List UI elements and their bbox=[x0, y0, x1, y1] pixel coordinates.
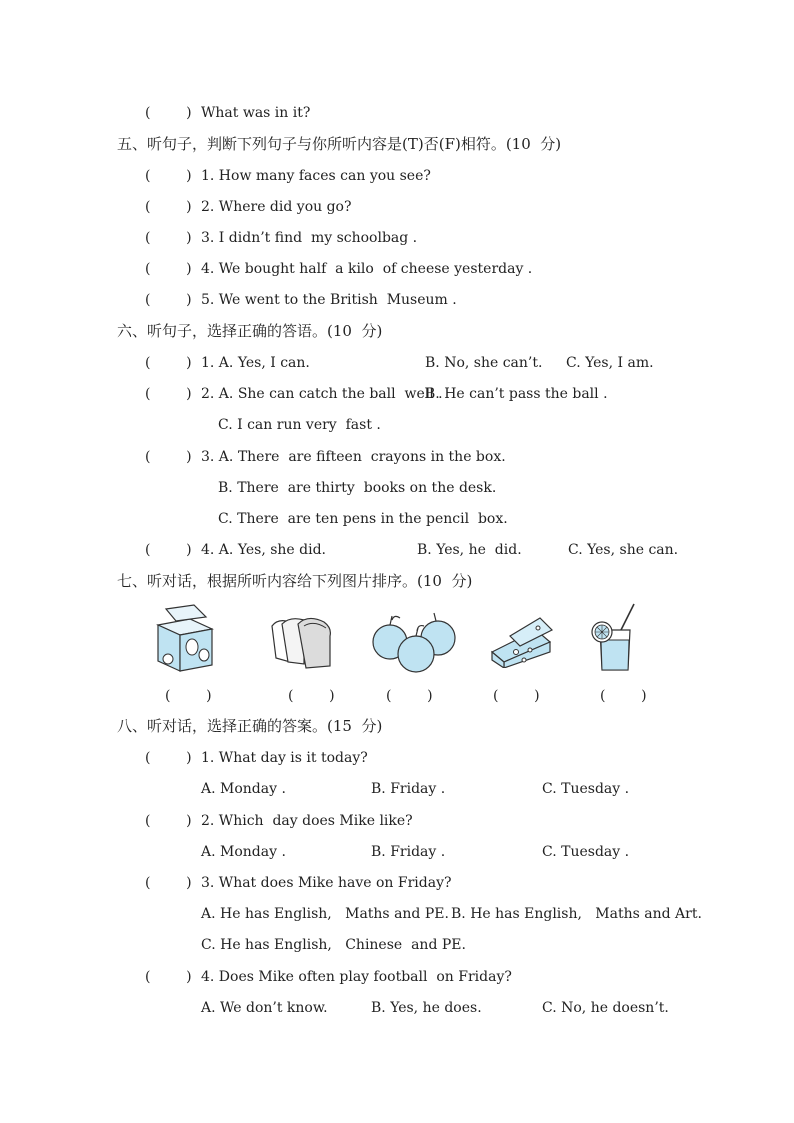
question-text: 1. What day is it today? bbox=[201, 750, 368, 766]
answer-blank[interactable]: ( ) bbox=[145, 261, 192, 277]
milk-carton-icon bbox=[150, 603, 220, 675]
answer-blank[interactable]: ( ) bbox=[145, 199, 192, 215]
answer-blank[interactable]: ( ) bbox=[145, 969, 192, 985]
option-b: B. Friday . bbox=[371, 844, 446, 860]
option-c: C. Tuesday . bbox=[542, 844, 630, 860]
answer-blank[interactable]: ( ) bbox=[145, 750, 192, 766]
option-b: B. He can’t pass the ball . bbox=[425, 386, 608, 402]
option-c: C. No, he doesn’t. bbox=[542, 1000, 669, 1016]
option-c: C. He has English, Chinese and PE. bbox=[201, 937, 466, 953]
question-text: 1. How many faces can you see? bbox=[201, 168, 431, 184]
answer-blank[interactable]: ( ) bbox=[145, 386, 192, 402]
option-b: B. Yes, he did. bbox=[417, 542, 522, 558]
cheese-icon bbox=[490, 612, 554, 668]
answer-blank[interactable]: ( ) bbox=[145, 813, 192, 829]
question-text: 3. What does Mike have on Friday? bbox=[201, 875, 452, 891]
option-b: B. No, she can’t. bbox=[425, 355, 543, 371]
option-b: B. There are thirty books on the desk. bbox=[218, 480, 497, 496]
answer-blank[interactable]: ( ) bbox=[145, 449, 192, 465]
answer-blank[interactable]: ( ) bbox=[165, 688, 212, 704]
apples-icon bbox=[370, 612, 460, 674]
answer-blank[interactable]: ( ) bbox=[145, 292, 192, 308]
answer-blank[interactable]: ( ) bbox=[145, 230, 192, 246]
option-c: C. I can run very fast . bbox=[218, 417, 381, 433]
answer-blank[interactable]: ( ) bbox=[288, 688, 335, 704]
section-5-heading: 五、听句子，判断下列句子与你所听内容是(T)否(F)相符。(10 分) bbox=[117, 135, 562, 153]
option-a: A. He has English, Maths and PE. bbox=[201, 906, 449, 922]
option-a: 1. A. Yes, I can. bbox=[201, 355, 310, 371]
bread-icon bbox=[268, 616, 336, 672]
answer-blank[interactable]: ( ) bbox=[493, 688, 540, 704]
option-c: C. Tuesday . bbox=[542, 781, 630, 797]
option-c: C. Yes, I am. bbox=[566, 355, 654, 371]
option-b: B. He has English, Maths and Art. bbox=[451, 906, 702, 922]
section-6-heading: 六、听句子，选择正确的答语。(10 分) bbox=[117, 322, 383, 340]
answer-blank[interactable]: ( ) bbox=[145, 542, 192, 558]
answer-blank[interactable]: ( ) bbox=[600, 688, 647, 704]
question-text: 5. We went to the British Museum . bbox=[201, 292, 457, 308]
option-a: 3. A. There are fifteen crayons in the box. bbox=[201, 449, 506, 465]
answer-blank[interactable]: ( ) bbox=[145, 105, 192, 121]
juice-icon bbox=[586, 600, 642, 674]
answer-blank[interactable]: ( ) bbox=[145, 355, 192, 371]
option-c: C. There are ten pens in the pencil box. bbox=[218, 511, 508, 527]
question-text: 4. Does Mike often play football on Friday? bbox=[201, 969, 512, 985]
option-c: C. Yes, she can. bbox=[568, 542, 679, 558]
answer-blank[interactable]: ( ) bbox=[145, 875, 192, 891]
option-a: A. We don’t know. bbox=[201, 1000, 328, 1016]
question-text: 2. Which day does Mike like? bbox=[201, 813, 413, 829]
option-a: 4. A. Yes, she did. bbox=[201, 542, 327, 558]
option-a: 2. A. She can catch the ball well . bbox=[201, 386, 443, 402]
option-b: B. Yes, he does. bbox=[371, 1000, 482, 1016]
section-8-heading: 八、听对话，选择正确的答案。(15 分) bbox=[117, 717, 383, 735]
question-text: What was in it? bbox=[201, 105, 311, 121]
option-a: A. Monday . bbox=[201, 844, 286, 860]
answer-blank[interactable]: ( ) bbox=[145, 168, 192, 184]
answer-blank[interactable]: ( ) bbox=[386, 688, 433, 704]
option-b: B. Friday . bbox=[371, 781, 446, 797]
section-7-heading: 七、听对话，根据所听内容给下列图片排序。(10 分) bbox=[117, 572, 473, 590]
question-text: 2. Where did you go? bbox=[201, 199, 352, 215]
option-a: A. Monday . bbox=[201, 781, 286, 797]
question-text: 4. We bought half a kilo of cheese yesterday . bbox=[201, 261, 533, 277]
question-text: 3. I didn’t find my schoolbag . bbox=[201, 230, 418, 246]
